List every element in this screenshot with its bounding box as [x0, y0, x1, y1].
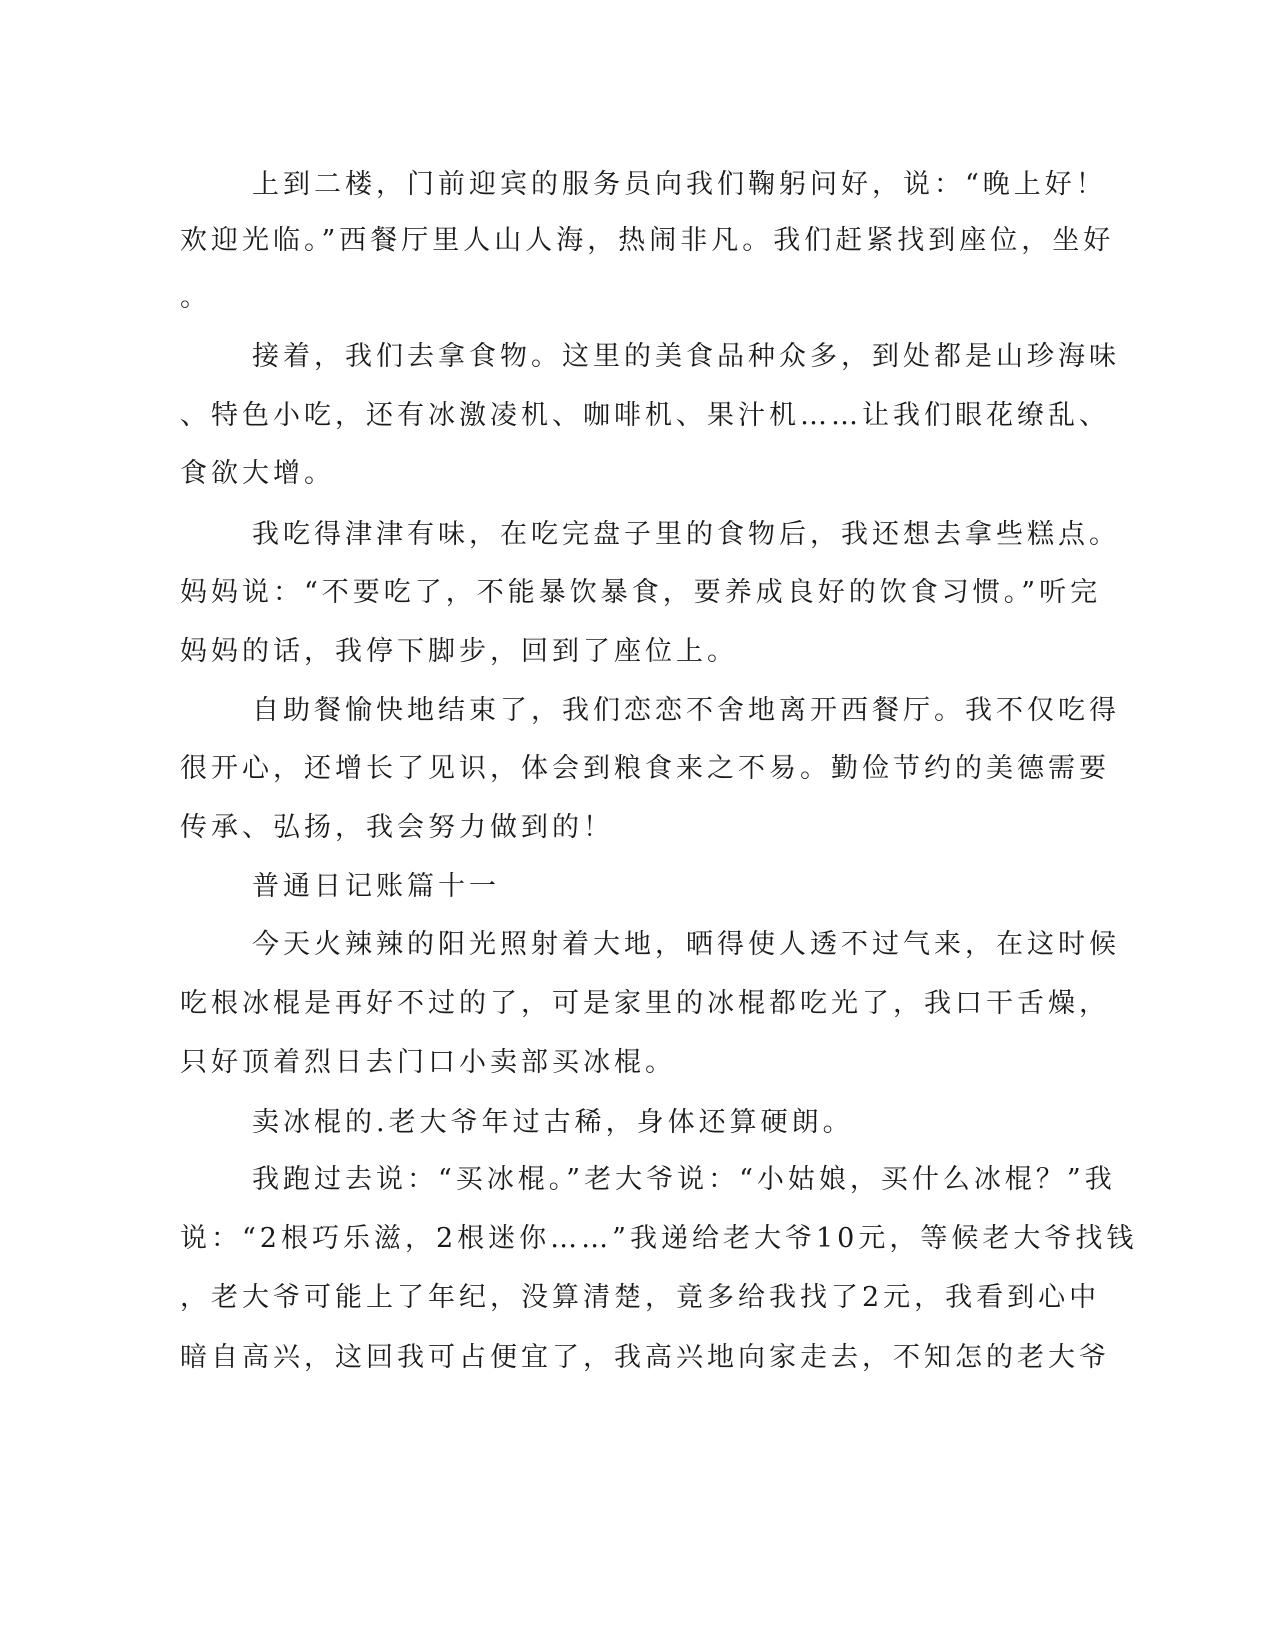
paragraph-line: 。 — [180, 282, 211, 313]
paragraph-line: 只好顶着烈日去门口小卖部买冰棍。 — [180, 1047, 676, 1078]
paragraph-line: 暗自高兴，这回我可占便宜了，我高兴地向家走去，不知怎的老大爷 — [180, 1342, 1110, 1373]
paragraph-line: 我吃得津津有味，在吃完盘子里的食物后，我还想去拿些糕点。 — [252, 519, 1120, 550]
paragraph-line: 我跑过去说：“买冰棍。”老大爷说：“小姑娘，买什么冰棍？”我 — [252, 1164, 1116, 1195]
paragraph-line: 、特色小吃，还有冰激凌机、咖啡机、果汁机……让我们眼花缭乱、 — [180, 400, 1110, 431]
paragraph-line: 很开心，还增长了见识，体会到粮食来之不易。勤俭节约的美德需要 — [180, 753, 1110, 784]
paragraph-line: 欢迎光临。”西餐厅里人山人海，热闹非凡。我们赶紧找到座位，坐好 — [180, 225, 1115, 256]
paragraph-line: 吃根冰棍是再好不过的了，可是家里的冰棍都吃光了，我口干舌燥， — [180, 988, 1110, 1019]
paragraph-line: 说：“2根巧乐滋，2根迷你……”我递给老大爷10元，等候老大爷找钱 — [180, 1223, 1138, 1254]
paragraph-line: ，老大爷可能上了年纪，没算清楚，竟多给我找了2元，我看到心中 — [180, 1282, 1101, 1313]
paragraph-line: 食欲大增。 — [180, 458, 335, 489]
paragraph-line: 自助餐愉快地结束了，我们恋恋不舍地离开西餐厅。我不仅吃得 — [252, 695, 1120, 726]
paragraph-line: 卖冰棍的.老大爷年过古稀，身体还算硬朗。 — [252, 1107, 854, 1138]
paragraph-line: 传承、弘扬，我会努力做到的！ — [180, 812, 614, 843]
paragraph-line: 接着，我们去拿食物。这里的美食品种众多，到处都是山珍海味 — [252, 341, 1120, 372]
paragraph-line: 妈妈的话，我停下脚步，回到了座位上。 — [180, 636, 738, 667]
paragraph-line: 上到二楼，门前迎宾的服务员向我们鞠躬问好，说：“晚上好！ — [252, 169, 1107, 200]
paragraph-line: 今天火辣辣的阳光照射着大地，晒得使人透不过气来，在这时候 — [252, 929, 1120, 960]
paragraph-line: 妈妈说：“不要吃了，不能暴饮暴食，要养成良好的饮食习惯。”听完 — [180, 577, 1102, 608]
section-heading: 普通日记账篇十一 — [252, 871, 500, 902]
